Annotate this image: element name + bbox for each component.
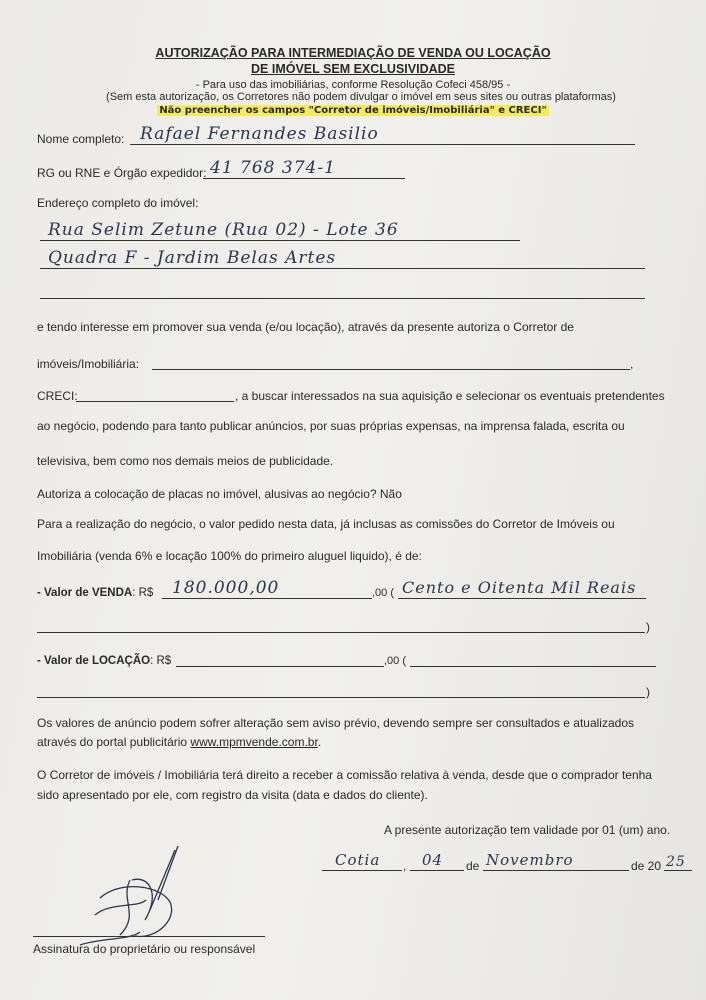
document-title: AUTORIZAÇÃO PARA INTERMEDIAÇÃO DE VENDA OU LOCAÇÃO [155, 46, 551, 60]
address-value-2[interactable]: Quadra F - Jardim Belas Artes [48, 248, 337, 268]
close-paren: ) [646, 685, 650, 699]
sale-cents: ,00 ( [372, 587, 395, 599]
city-line [322, 870, 402, 871]
rent-words-line[interactable] [410, 666, 656, 667]
sale-words-line-2 [37, 632, 645, 633]
document-title-line2: DE IMÓVEL SEM EXCLUSIVIDADE [251, 62, 455, 76]
signature-drawing [60, 840, 210, 950]
paragraph: televisiva, bem como nos demais meios de publicidade. [37, 454, 334, 468]
agent-label: imóveis/Imobiliária: [37, 357, 140, 371]
address-line-3 [40, 298, 645, 299]
period: . [317, 735, 322, 749]
address-line-1 [40, 240, 520, 241]
highlight-notice: Não preencher os campos "Corretor de imóveis/Imobiliária" e CRECI" [159, 105, 547, 116]
sale-value-line [162, 598, 372, 599]
comma: , [630, 357, 634, 371]
portal-link[interactable]: www.mpmvende.com.br [190, 735, 318, 749]
month-value[interactable]: Novembro [486, 851, 574, 869]
paragraph: através do portal publicitário [37, 735, 191, 749]
comma: , [403, 859, 407, 873]
year-value[interactable]: 25 [666, 854, 686, 870]
sale-value[interactable]: 180.000,00 [172, 578, 280, 598]
month-line [483, 870, 629, 871]
rent-currency: : R$ [150, 655, 172, 667]
sale-words-line [398, 598, 646, 599]
day-line [410, 870, 464, 871]
paragraph: O Corretor de imóveis / Imobiliária terá direito a receber a comissão relativa à venda, desde que o comprador tenha [37, 768, 652, 782]
address-value-1[interactable]: Rua Selim Zetune (Rua 02) - Lote 36 [48, 220, 399, 240]
paragraph: Para a realização do negócio, o valor pedido nesta data, já inclusas as comissões do Corretor de Imóveis ou [37, 517, 615, 531]
day-value[interactable]: 04 [422, 851, 444, 869]
rg-label: RG ou RNE e Órgão expedidor: [37, 166, 207, 180]
year-label: de 20 [631, 859, 662, 873]
signature-line [33, 936, 265, 937]
rg-line [203, 178, 405, 179]
paragraph: Imobiliária (venda 6% e locação 100% do primeiro aluguel liquido), é de: [37, 549, 422, 563]
rent-cents: ,00 ( [384, 655, 407, 667]
signature-label: Assinatura do proprietário ou responsável [33, 942, 256, 956]
agent-line[interactable] [152, 369, 630, 370]
paragraph: Os valores de anúncio podem sofrer alteração sem aviso prévio, devendo sempre ser consultados e atualizados [37, 716, 634, 730]
subtitle: - Para uso das imobiliárias, conforme Resolução Cofeci 458/95 - [195, 79, 511, 91]
address-line-2 [40, 268, 645, 269]
rent-label: - Valor de LOCAÇÃO [37, 655, 151, 667]
placas-question: Autoriza a colocação de placas no imóvel, alusivas ao negócio? Não [37, 487, 402, 501]
name-label: Nome completo: [37, 132, 125, 146]
address-label: Endereço completo do imóvel: [37, 196, 199, 210]
name-value[interactable]: Rafael Fernandes Basilio [140, 124, 379, 144]
paragraph: ao negócio, podendo para tanto publicar anúncios, por suas próprias expensas, na imprensa falada, escrita ou [37, 419, 625, 433]
close-paren: ) [646, 620, 650, 634]
paragraph: , a buscar interessados na sua aquisição e selecionar os eventuais pretendentes [235, 389, 665, 403]
year-line [664, 870, 692, 871]
rent-value-line[interactable] [176, 666, 384, 667]
city-value[interactable]: Cotia [335, 851, 381, 869]
rg-value[interactable]: 41 768 374-1 [210, 158, 336, 178]
rent-words-line-2[interactable] [37, 697, 645, 698]
name-line [130, 144, 635, 145]
sale-words[interactable]: Cento e Oitenta Mil Reais [402, 578, 637, 597]
de-label: de [466, 859, 480, 873]
notice: (Sem esta autorização, os Corretores não podem divulgar o imóvel em seus sites ou outras plataformas) [106, 91, 616, 103]
sale-label: - Valor de VENDA [37, 587, 133, 599]
paragraph: sido apresentado por ele, com registro da visita (data e dados do cliente). [37, 788, 428, 802]
sale-currency: : R$ [132, 587, 154, 599]
paragraph: e tendo interesse em promover sua venda (e/ou locação), através da presente autoriza o Corretor de [37, 320, 574, 334]
creci-label: CRECI: [37, 389, 78, 403]
validity-text: A presente autorização tem validade por 01 (um) ano. [384, 823, 671, 837]
creci-line[interactable] [76, 401, 234, 402]
